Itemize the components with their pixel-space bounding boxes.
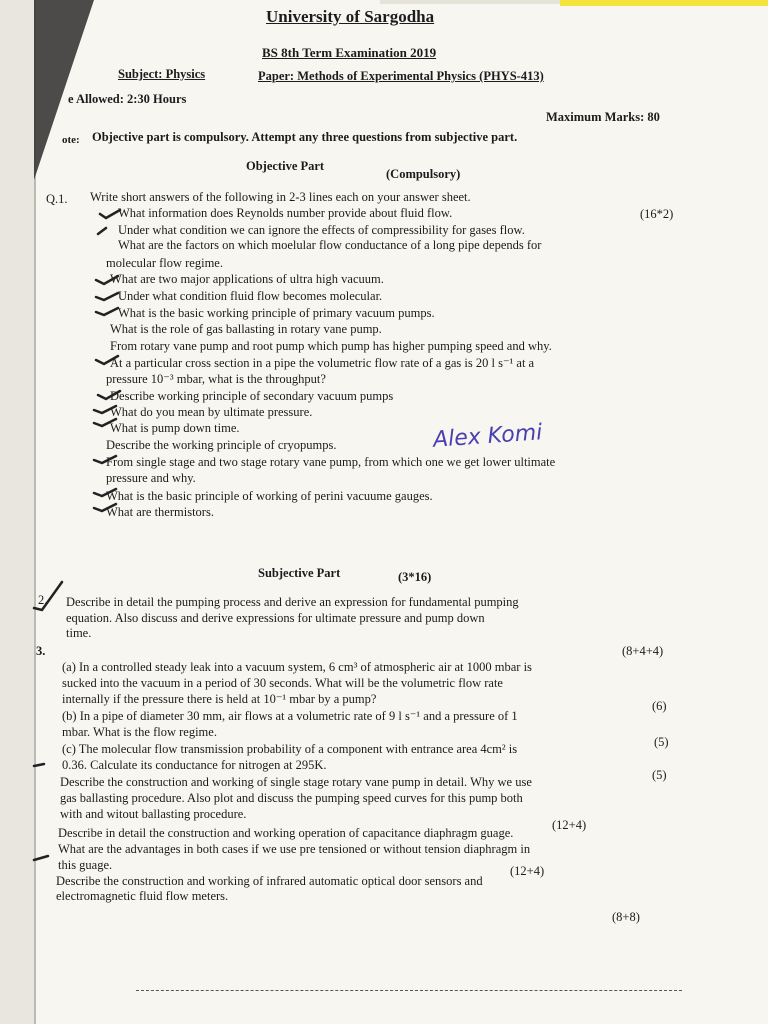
objective-item-6-line: What is the basic working principle of primary vacuum pumps. [118, 306, 435, 320]
question-3c-line: 0.36. Calculate its conductance for nitrogen at 295K. [62, 758, 327, 772]
question-1-marks: (16*2) [640, 207, 674, 221]
paper-edge [380, 0, 570, 4]
question-1-instruction: Write short answers of the following in 2-3 lines each on your answer sheet. [90, 190, 471, 204]
objective-item-13-line: Describe the working principle of cryopumps. [106, 438, 337, 452]
question-4-marks: (12+4) [552, 818, 587, 832]
question-3a-line: internally if the pressure there is held at 10⁻¹ mbar by a pump? [62, 692, 377, 706]
subject-label: Subject: Physics [118, 67, 206, 81]
shadow-corner [34, 0, 94, 180]
bottom-dashed-line [136, 990, 682, 991]
question-3b-line: (b) In a pipe of diameter 30 mm, air flows at a volumetric rate of 9 l s⁻¹ and a pressure of 1 [62, 709, 518, 723]
question-4-line: with and witout ballasting procedure. [60, 807, 247, 821]
question-3c-marks: (5) [652, 768, 667, 782]
yellow-strip [560, 0, 768, 6]
question-3-number: 3. [36, 644, 46, 658]
objective-item-7-line: What is the role of gas ballasting in rotary vane pump. [110, 322, 382, 336]
objective-item-3-line: What are the factors on which moelular flow conductance of a long pipe depends for [118, 238, 542, 252]
question-2-line: time. [66, 626, 92, 640]
objective-item-10-line: Describe working principle of secondary vacuum pumps [110, 389, 394, 403]
question-3a-marks: (6) [652, 699, 667, 713]
objective-item-3-line: molecular flow regime. [106, 256, 223, 270]
question-2-line: Describe in detail the pumping process and derive an expression for fundamental pumping [66, 595, 519, 609]
margin-marks [30, 580, 70, 880]
exam-title: BS 8th Term Examination 2019 [262, 45, 437, 60]
objective-item-9-line: At a particular cross section in a pipe the volumetric flow rate of a gas is 20 l s⁻¹ at a [110, 356, 535, 370]
note-label: ote: [62, 134, 80, 146]
question-5-marks: (12+4) [510, 864, 545, 878]
subjective-marks: (3*16) [398, 570, 432, 584]
question-3a-line: (a) In a controlled steady leak into a vacuum system, 6 cm³ of atmospheric air at 1000 mbar is [62, 660, 532, 674]
objective-item-16-line: What are thermistors. [106, 505, 214, 519]
paper-title: Paper: Methods of Experimental Physics (PHYS-413) [258, 69, 544, 83]
objective-item-12-line: What is pump down time. [110, 421, 240, 435]
question-3a-line: sucked into the vacuum in a period of 30 seconds. What will be the volumetric flow rate [62, 676, 503, 690]
question-6-line: Describe the construction and working of infrared automatic optical door sensors and [56, 874, 483, 888]
objective-compulsory: (Compulsory) [386, 167, 461, 181]
objective-item-9-line: pressure 10⁻³ mbar, what is the throughput? [106, 372, 326, 386]
objective-item-2-line: Under what condition we can ignore the effects of compressibility for gases flow. [118, 223, 525, 237]
objective-item-4-line: What are two major applications of ultra high vacuum. [110, 272, 384, 286]
question-4-line: gas ballasting procedure. Also plot and discuss the pumping speed curves for this pump both [60, 791, 523, 805]
question-5-line: Describe in detail the construction and working operation of capacitance diaphragm guage. [58, 826, 514, 840]
question-6-marks: (8+8) [612, 910, 640, 924]
question-2-number: 2. [38, 593, 48, 607]
question-3b-marks: (5) [654, 735, 669, 749]
time-allowed: e Allowed: 2:30 Hours [68, 92, 187, 106]
question-1-number: Q.1. [46, 192, 68, 206]
university-name: University of Sargodha [266, 7, 435, 26]
objective-item-1-line: What information does Reynolds number provide about fluid flow. [118, 206, 453, 220]
objective-item-15-line: What is the basic principle of working of perini vacuume gauges. [106, 489, 433, 503]
question-3c-line: (c) The molecular flow transmission probability of a component with entrance area 4cm² is [62, 742, 518, 756]
subjective-heading: Subjective Part [258, 566, 341, 580]
objective-item-8-line: From rotary vane pump and root pump which pump has higher pumping speed and why. [110, 339, 552, 353]
objective-heading: Objective Part [246, 159, 325, 173]
objective-item-14-line: pressure and why. [106, 471, 196, 485]
max-marks: Maximum Marks: 80 [546, 110, 660, 124]
question-2-marks: (8+4+4) [622, 644, 664, 658]
objective-item-11-line: What do you mean by ultimate pressure. [110, 405, 313, 419]
handwritten-ticks [84, 200, 124, 530]
question-4-line: Describe the construction and working of single stage rotary vane pump in detail. Why we use [60, 775, 532, 789]
note-text: Objective part is compulsory. Attempt any three questions from subjective part. [92, 130, 518, 144]
question-5-line: this guage. [58, 858, 113, 872]
handwritten-signature: Alex Komi [432, 420, 544, 453]
question-2-line: equation. Also discuss and derive expressions for ultimate pressure and pump down [66, 611, 485, 625]
question-3b-line: mbar. What is the flow regime. [62, 725, 217, 739]
question-6-line: electromagnetic fluid flow meters. [56, 889, 229, 903]
question-5-line: What are the advantages in both cases if we use pre tensioned or without tension diaphragm in [58, 842, 531, 856]
objective-item-14-line: From single stage and two stage rotary vane pump, from which one we get lower ultimate [106, 455, 556, 469]
objective-item-5-line: Under what condition fluid flow becomes molecular. [118, 289, 383, 303]
